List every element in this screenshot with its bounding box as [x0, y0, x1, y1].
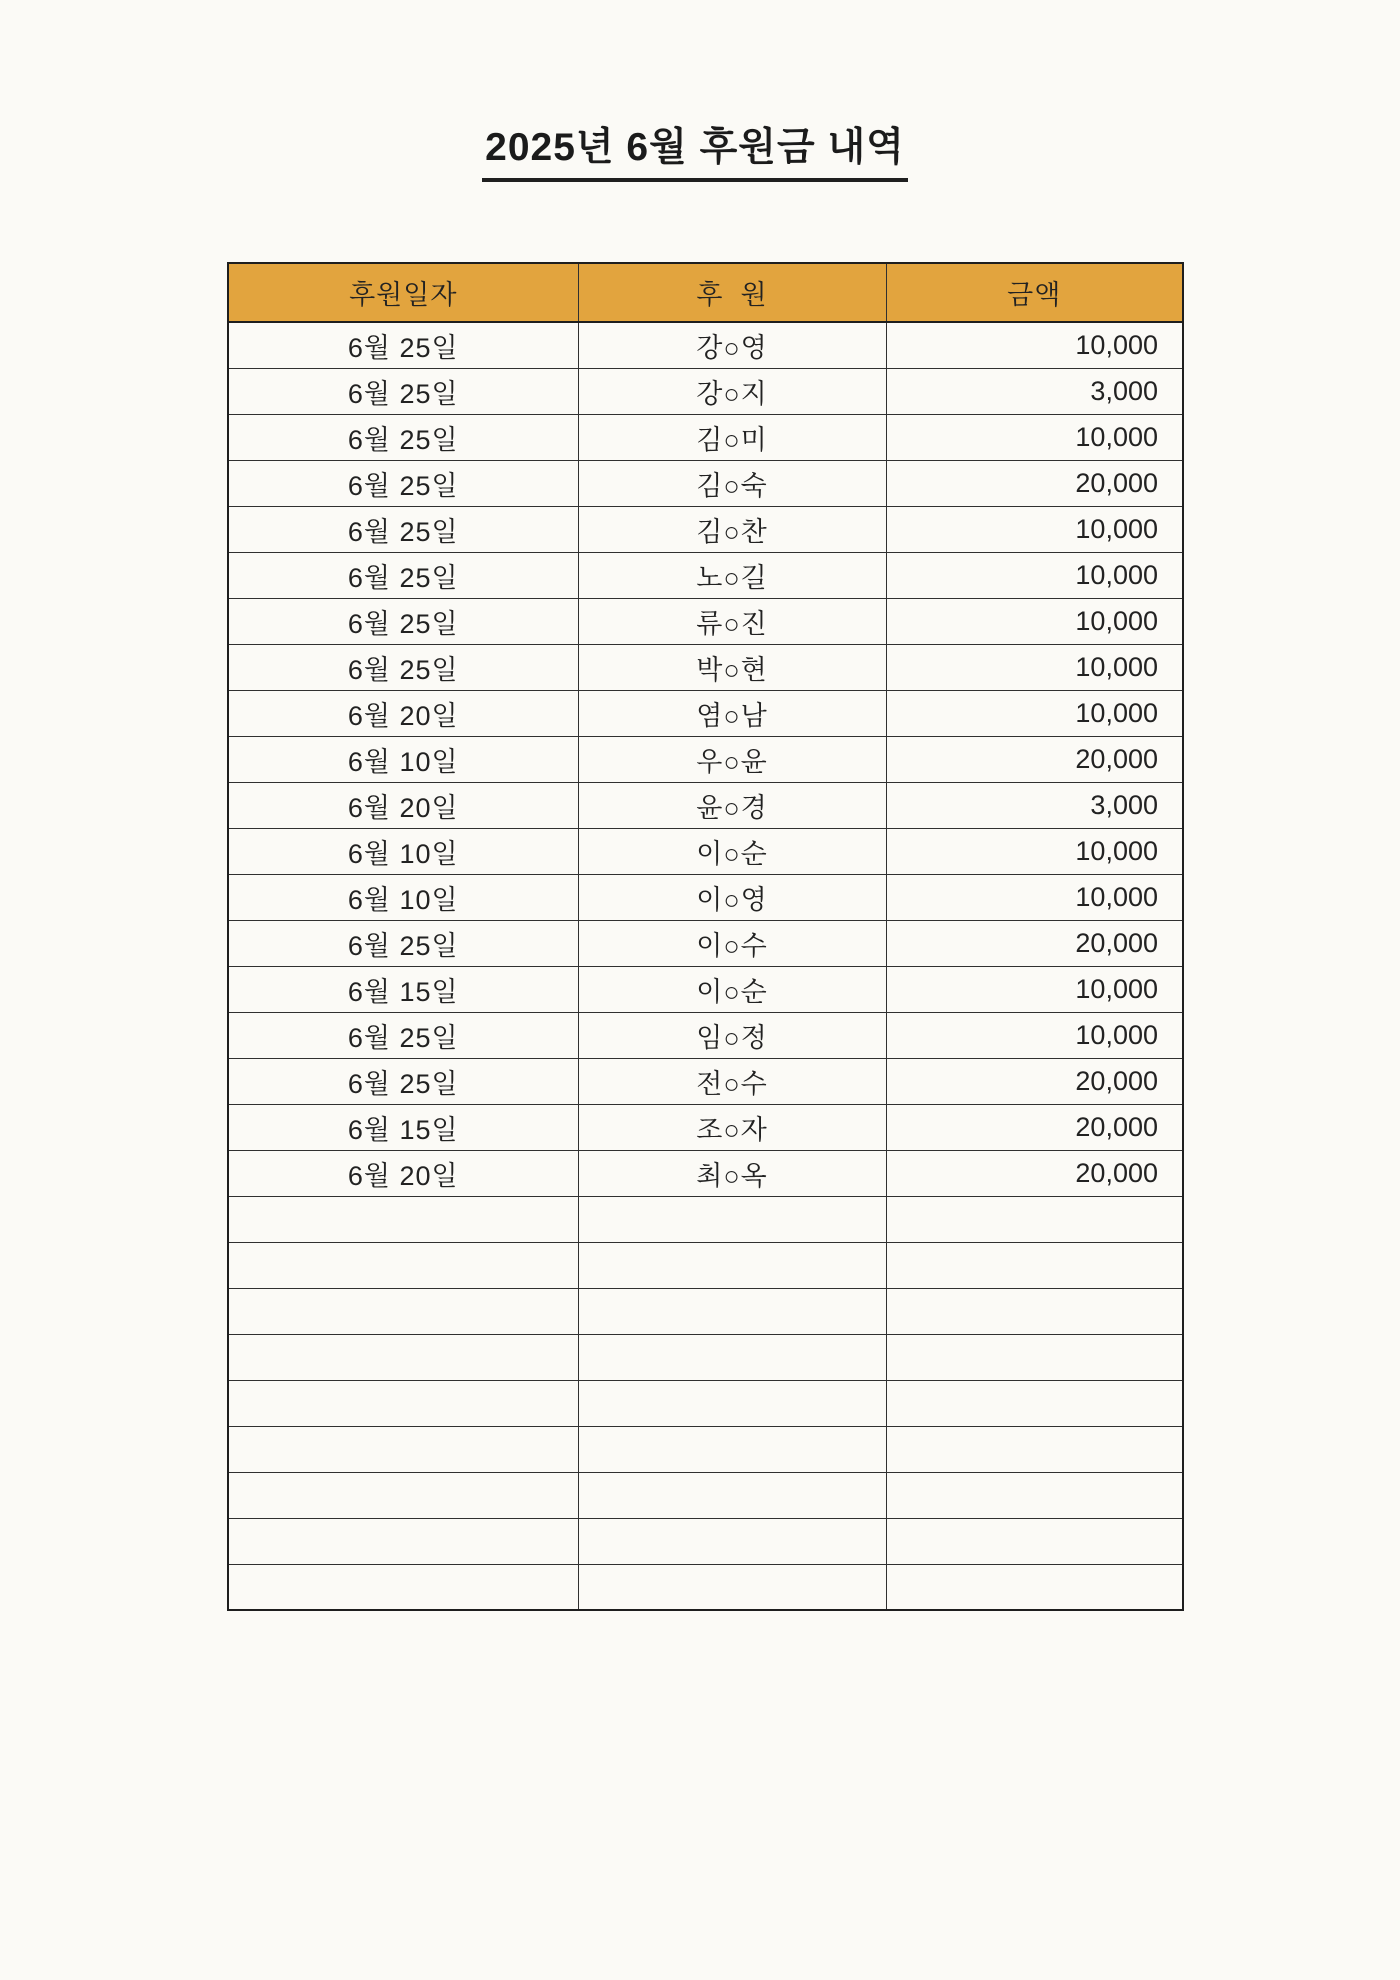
donor-cell: 이○수: [578, 920, 886, 966]
amount-cell: 20,000: [886, 1150, 1183, 1196]
date-cell: 6월 10일: [228, 874, 578, 920]
empty-cell: [578, 1380, 886, 1426]
page-title: 2025년 6월 후원금 내역: [482, 116, 908, 182]
table-row: [228, 414, 1183, 460]
empty-cell: [228, 1380, 578, 1426]
empty-cell: [886, 1426, 1183, 1472]
empty-cell: [228, 1518, 578, 1564]
empty-cell: [578, 1242, 886, 1288]
table-row: [228, 598, 1183, 644]
empty-cell: [578, 1196, 886, 1242]
date-cell: 6월 25일: [228, 644, 578, 690]
table-row: [228, 690, 1183, 736]
donor-cell: 전○수: [578, 1058, 886, 1104]
empty-cell: [578, 1518, 886, 1564]
donor-cell: 윤○경: [578, 782, 886, 828]
amount-cell: 10,000: [886, 690, 1183, 736]
empty-cell: [228, 1472, 578, 1518]
empty-table-row: [228, 1472, 1183, 1518]
donor-cell: 조○자: [578, 1104, 886, 1150]
empty-table-row: [228, 1334, 1183, 1380]
header-row: [228, 263, 1183, 322]
donor-cell: 류○진: [578, 598, 886, 644]
amount-cell: 10,000: [886, 414, 1183, 460]
donor-cell: 최○옥: [578, 1150, 886, 1196]
amount-cell: 20,000: [886, 1104, 1183, 1150]
column-header-date: 후원일자: [228, 263, 578, 322]
date-cell: 6월 25일: [228, 414, 578, 460]
donor-cell: 우○윤: [578, 736, 886, 782]
empty-cell: [886, 1472, 1183, 1518]
amount-cell: 20,000: [886, 736, 1183, 782]
table-row: [228, 368, 1183, 414]
column-header-amount: 금액: [886, 263, 1183, 322]
empty-cell: [228, 1426, 578, 1472]
empty-cell: [578, 1564, 886, 1610]
donor-cell: 임○정: [578, 1012, 886, 1058]
amount-cell: 3,000: [886, 368, 1183, 414]
empty-table-row: [228, 1564, 1183, 1610]
empty-cell: [886, 1334, 1183, 1380]
column-header-donor: 후 원: [578, 263, 886, 322]
date-cell: 6월 25일: [228, 506, 578, 552]
empty-cell: [886, 1196, 1183, 1242]
table-row: [228, 1012, 1183, 1058]
amount-cell: 20,000: [886, 460, 1183, 506]
table-body: [228, 322, 1183, 1610]
empty-cell: [228, 1564, 578, 1610]
date-cell: 6월 10일: [228, 736, 578, 782]
date-cell: 6월 25일: [228, 1058, 578, 1104]
donor-cell: 강○영: [578, 322, 886, 368]
empty-table-row: [228, 1196, 1183, 1242]
empty-cell: [578, 1472, 886, 1518]
empty-cell: [228, 1196, 578, 1242]
donor-cell: 김○찬: [578, 506, 886, 552]
amount-cell: 10,000: [886, 828, 1183, 874]
date-cell: 6월 20일: [228, 782, 578, 828]
date-cell: 6월 25일: [228, 368, 578, 414]
donor-cell: 이○영: [578, 874, 886, 920]
donor-cell: 강○지: [578, 368, 886, 414]
empty-cell: [578, 1334, 886, 1380]
table-row: [228, 644, 1183, 690]
empty-table-row: [228, 1242, 1183, 1288]
date-cell: 6월 15일: [228, 1104, 578, 1150]
date-cell: 6월 20일: [228, 1150, 578, 1196]
empty-cell: [886, 1380, 1183, 1426]
donor-cell: 염○남: [578, 690, 886, 736]
amount-cell: 10,000: [886, 322, 1183, 368]
table-row: [228, 552, 1183, 598]
donor-cell: 김○미: [578, 414, 886, 460]
date-cell: 6월 25일: [228, 552, 578, 598]
date-cell: 6월 25일: [228, 322, 578, 368]
empty-cell: [228, 1288, 578, 1334]
empty-cell: [228, 1242, 578, 1288]
table-row: [228, 782, 1183, 828]
date-cell: 6월 25일: [228, 598, 578, 644]
table-row: [228, 322, 1183, 368]
title-row: [0, 116, 1390, 182]
date-cell: 6월 25일: [228, 460, 578, 506]
table-row: [228, 966, 1183, 1012]
donor-cell: 이○순: [578, 966, 886, 1012]
date-cell: 6월 15일: [228, 966, 578, 1012]
table-row: [228, 460, 1183, 506]
empty-table-row: [228, 1518, 1183, 1564]
amount-cell: 20,000: [886, 1058, 1183, 1104]
amount-cell: 10,000: [886, 874, 1183, 920]
table-row: [228, 1058, 1183, 1104]
amount-cell: 20,000: [886, 920, 1183, 966]
amount-cell: 10,000: [886, 506, 1183, 552]
empty-table-row: [228, 1426, 1183, 1472]
table-row: [228, 1150, 1183, 1196]
table-row: [228, 874, 1183, 920]
empty-cell: [886, 1564, 1183, 1610]
empty-table-row: [228, 1380, 1183, 1426]
date-cell: 6월 25일: [228, 920, 578, 966]
empty-cell: [578, 1288, 886, 1334]
amount-cell: 10,000: [886, 1012, 1183, 1058]
amount-cell: 10,000: [886, 644, 1183, 690]
date-cell: 6월 25일: [228, 1012, 578, 1058]
empty-cell: [886, 1518, 1183, 1564]
donation-table: [227, 262, 1184, 1611]
table-row: [228, 828, 1183, 874]
table-row: [228, 506, 1183, 552]
donor-cell: 박○현: [578, 644, 886, 690]
table-row: [228, 1104, 1183, 1150]
donor-cell: 김○숙: [578, 460, 886, 506]
table-row: [228, 920, 1183, 966]
empty-cell: [886, 1288, 1183, 1334]
table-row: [228, 736, 1183, 782]
donor-cell: 노○길: [578, 552, 886, 598]
empty-table-row: [228, 1288, 1183, 1334]
date-cell: 6월 20일: [228, 690, 578, 736]
empty-cell: [886, 1242, 1183, 1288]
amount-cell: 10,000: [886, 598, 1183, 644]
date-cell: 6월 10일: [228, 828, 578, 874]
amount-cell: 10,000: [886, 552, 1183, 598]
table-header-row: [228, 263, 1183, 322]
empty-cell: [578, 1426, 886, 1472]
donor-cell: 이○순: [578, 828, 886, 874]
empty-cell: [228, 1334, 578, 1380]
amount-cell: 3,000: [886, 782, 1183, 828]
amount-cell: 10,000: [886, 966, 1183, 1012]
